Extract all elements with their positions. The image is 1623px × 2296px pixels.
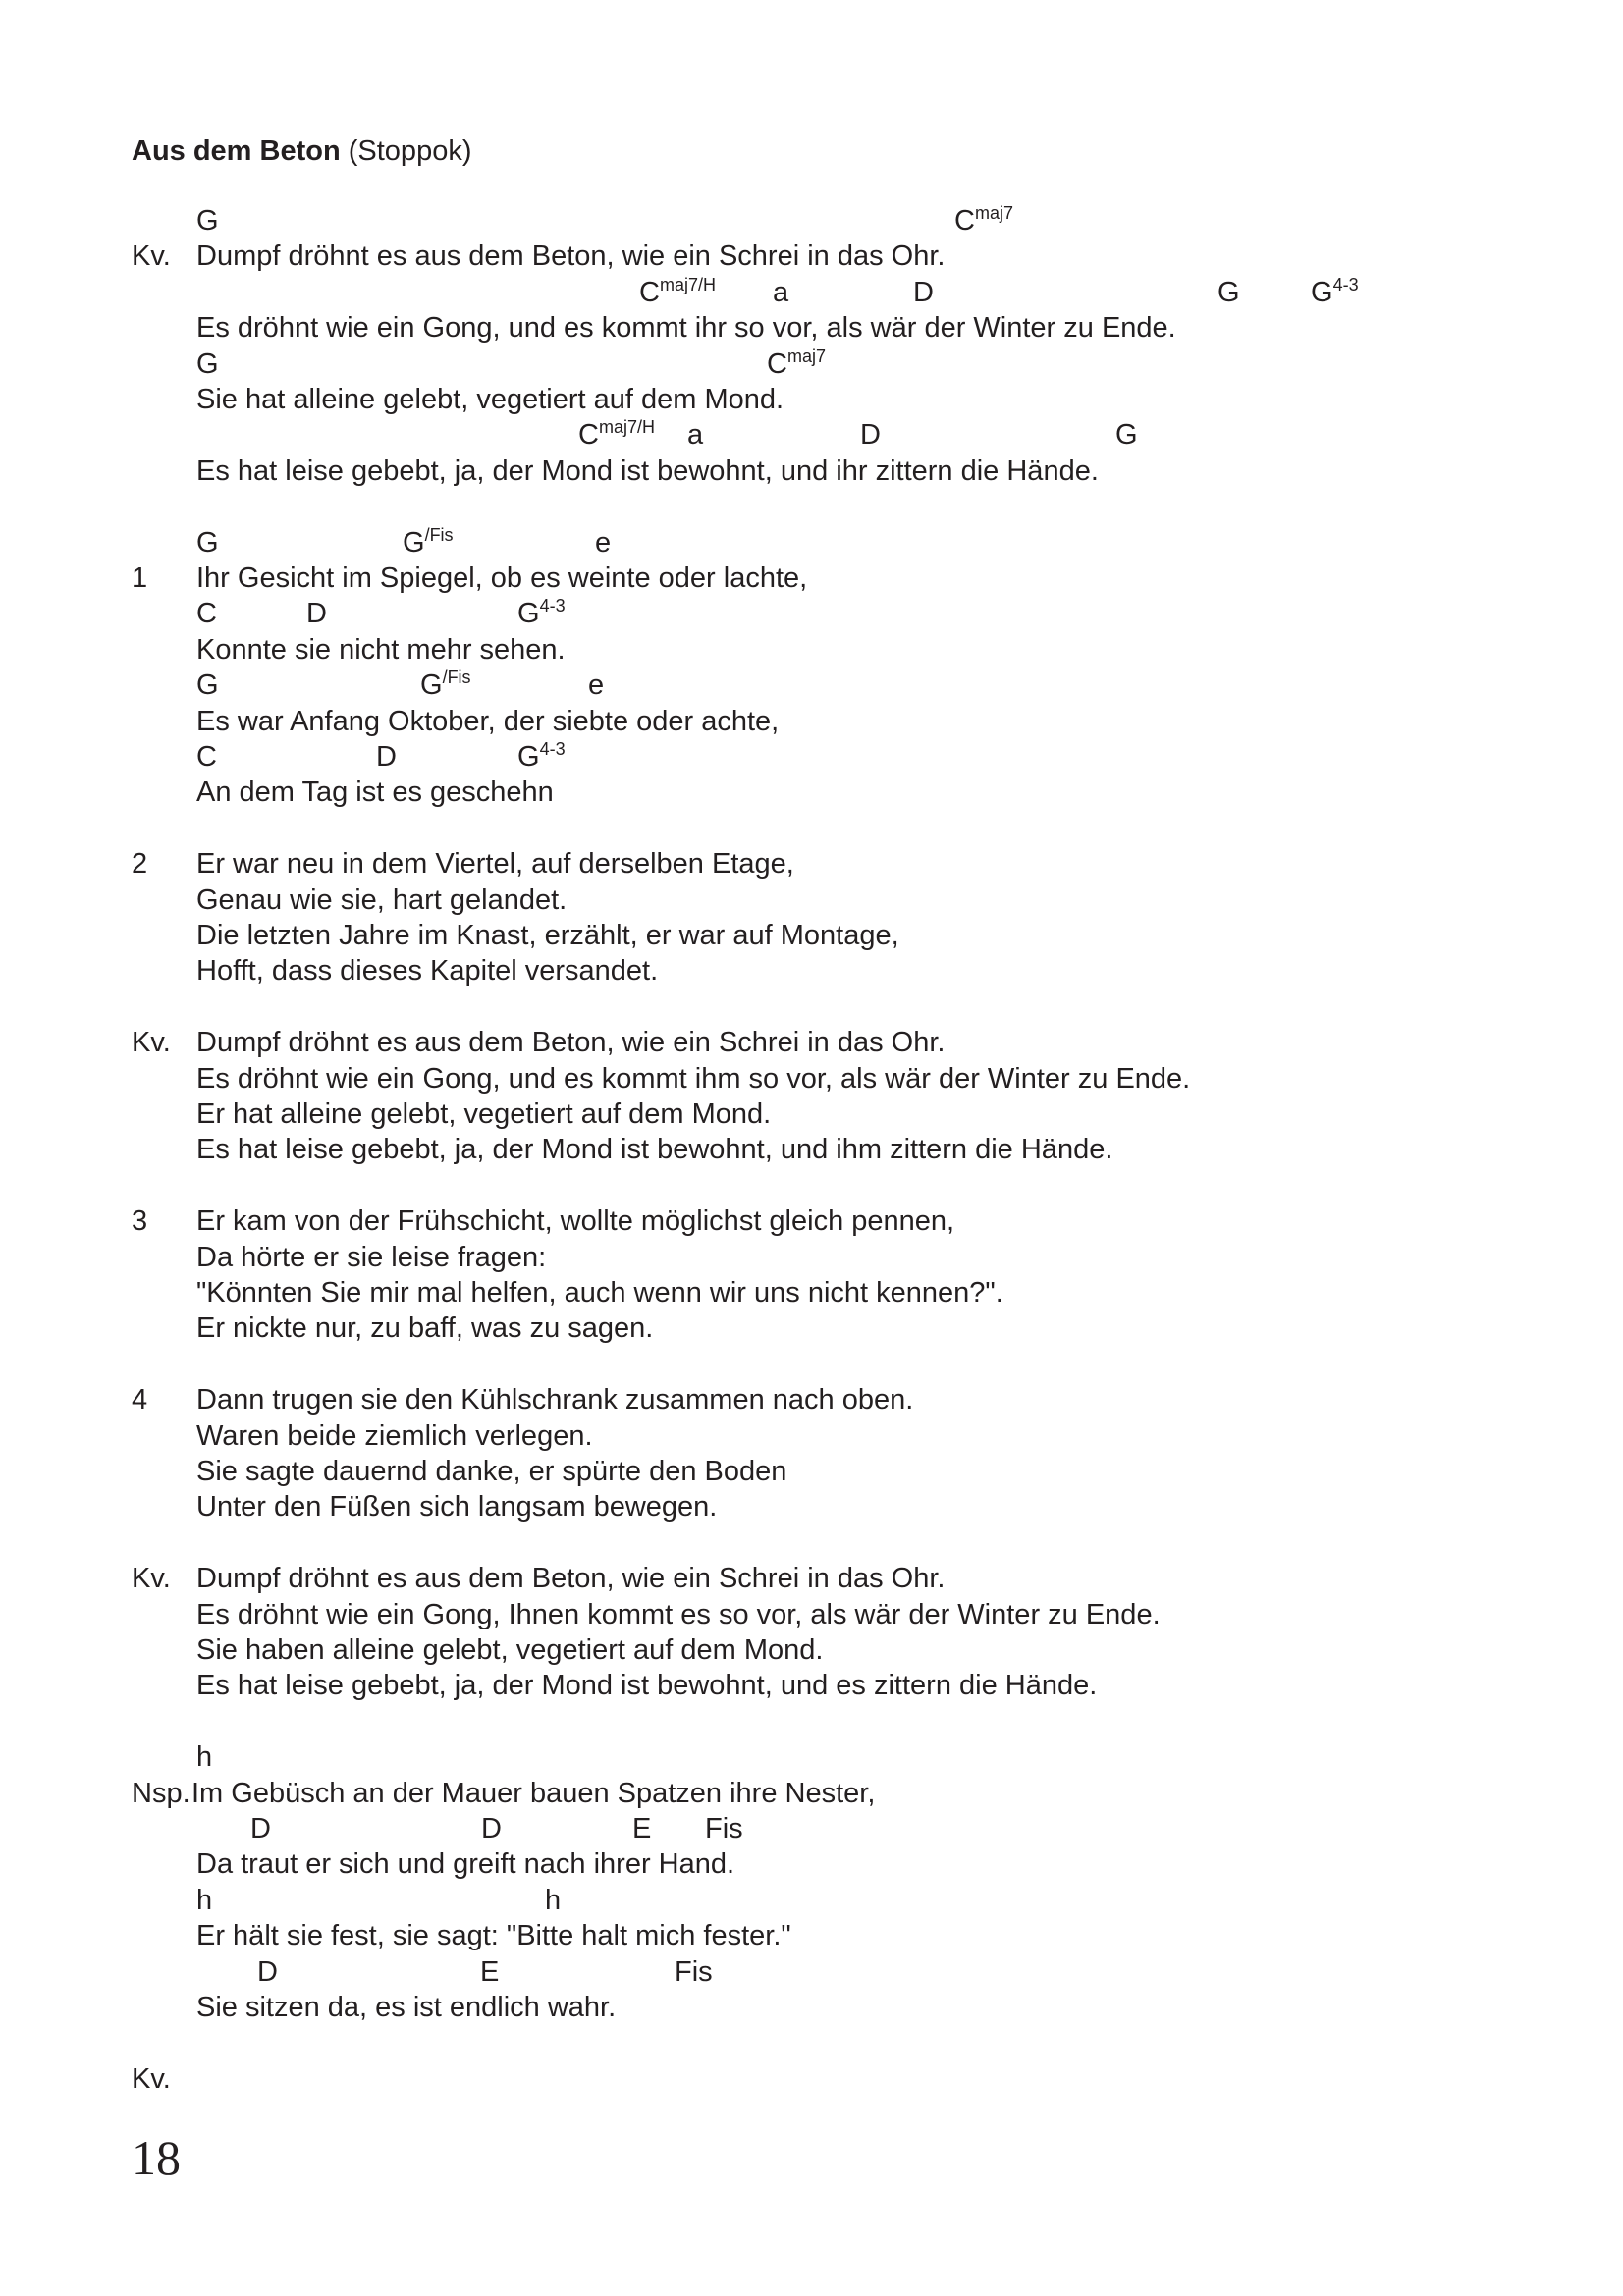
- chord: [1311, 276, 1359, 309]
- chord: [595, 526, 611, 560]
- chord: [545, 1884, 561, 1917]
- chord: [306, 597, 327, 630]
- lyric-text: Dumpf dröhnt es aus dem Beton, wie ein Schrei in das Ohr.: [196, 1027, 946, 1059]
- chord-root: C: [196, 598, 217, 630]
- lyric-text: Im Gebüsch an der Mauer bauen Spatzen ihre Nester,: [191, 1777, 876, 1809]
- chord-root: C: [767, 347, 787, 380]
- lyric-text: Er hat alleine gelebt, vegetiert auf dem Mond.: [196, 1098, 772, 1130]
- chord: [588, 668, 604, 702]
- chord-suffix: 4-3: [539, 739, 566, 759]
- lyric-text: "Könnten Sie mir mal helfen, auch wenn wir uns nicht kennen?".: [196, 1277, 1003, 1308]
- chord-root: G: [196, 347, 219, 380]
- lyric-text: Hofft, dass dieses Kapitel versandet.: [196, 955, 659, 988]
- section-label: 1: [132, 562, 148, 594]
- chord: [420, 668, 471, 702]
- chord: [480, 1955, 499, 1989]
- chord-root: G: [517, 741, 540, 773]
- chord: [196, 526, 219, 560]
- chord: [705, 1812, 743, 1845]
- chord: [767, 347, 826, 381]
- chord-root: C: [639, 276, 660, 308]
- chord-root: G: [420, 669, 443, 702]
- lyric-text: Da traut er sich und greift nach ihrer Hand.: [196, 1848, 735, 1881]
- chord-root: C: [196, 741, 217, 773]
- lyric-text: Er war neu in dem Viertel, auf derselben Etage,: [196, 848, 794, 881]
- lyric-text: Genau wie sie, hart gelandet.: [196, 883, 568, 916]
- lyric-text: Er kam von der Frühschicht, wollte möglichst gleich pennen,: [196, 1205, 955, 1238]
- chord-root: G: [196, 669, 219, 702]
- chord-root: D: [913, 276, 934, 308]
- lyric-text: Sie sitzen da, es ist endlich wahr.: [196, 1992, 617, 2023]
- chord-suffix: maj7: [786, 346, 826, 366]
- lyric-text: Dann trugen sie den Kühlschrank zusammen nach oben.: [196, 1384, 914, 1416]
- chord-root: G: [1217, 276, 1240, 308]
- lyric-text: Da hörte er sie leise fragen:: [196, 1241, 547, 1273]
- lyric-text: Es hat leise gebebt, ja, der Mond ist bewohnt, und ihm zittern die Hände.: [196, 1134, 1113, 1166]
- section-label: Kv.: [132, 240, 171, 273]
- lyric-text: Sie hat alleine gelebt, vegetiert auf dem Mond.: [196, 384, 784, 415]
- chord-root: a: [687, 419, 704, 452]
- lyric-text: Sie sagte dauernd danke, er spürte den Boden: [196, 1456, 787, 1487]
- chord-root: G: [196, 526, 219, 559]
- chord: [687, 418, 703, 452]
- chord-root: e: [595, 526, 612, 559]
- chord-root: Fis: [675, 1955, 713, 1988]
- chord-root: D: [306, 598, 327, 630]
- chord-root: h: [196, 1884, 213, 1916]
- song-title: Aus dem Beton: [132, 135, 341, 167]
- chord: [196, 668, 219, 702]
- lyric-text: Es hat leise gebebt, ja, der Mond ist bewohnt, und es zittern die Hände.: [196, 1670, 1098, 1702]
- chord: [250, 1812, 271, 1845]
- lyric-text: Es dröhnt wie ein Gong, und es kommt ihr so vor, als wär der Winter zu Ende.: [196, 312, 1176, 345]
- chord: [196, 1884, 212, 1917]
- lyric-text: Die letzten Jahre im Knast, erzählt, er war auf Montage,: [196, 920, 899, 951]
- chord-root: E: [480, 1955, 500, 1988]
- chord-root: G: [517, 598, 540, 630]
- chord: [196, 1740, 212, 1774]
- chord: [639, 276, 716, 309]
- chord-root: D: [860, 419, 881, 452]
- chord-root: G: [1311, 276, 1333, 308]
- chord: [196, 597, 217, 630]
- lyric-text: Es hat leise gebebt, ja, der Mond ist bewohnt, und ihr zittern die Hände.: [196, 454, 1099, 487]
- lyric-text: Sie haben alleine gelebt, vegetiert auf dem Mond.: [196, 1634, 824, 1666]
- chord-root: C: [578, 419, 599, 452]
- chord: [1217, 276, 1240, 309]
- chord-root: G: [196, 205, 219, 237]
- chord: [481, 1812, 502, 1845]
- chord-suffix: 4-3: [1332, 274, 1359, 294]
- chord-root: a: [773, 276, 789, 308]
- chord-root: G: [1115, 419, 1138, 452]
- section-label: Kv.: [132, 2062, 171, 2095]
- chord-root: D: [376, 741, 397, 773]
- lyric-text: Er nickte nur, zu baff, was zu sagen.: [196, 1312, 654, 1345]
- chord: [632, 1812, 651, 1845]
- section-label: 2: [132, 848, 148, 881]
- chord-suffix: /Fis: [442, 667, 471, 688]
- chord: [913, 276, 934, 309]
- page-number: 18: [132, 2130, 181, 2185]
- chord: [773, 276, 788, 309]
- song-title-line: [132, 134, 471, 168]
- chord: [517, 740, 566, 774]
- chord-suffix: maj7/H: [598, 417, 655, 438]
- chord: [675, 1955, 713, 1989]
- chord-suffix: maj7: [974, 203, 1013, 223]
- section-label: Kv.: [132, 1027, 171, 1059]
- chord: [196, 347, 219, 381]
- chord-root: E: [632, 1813, 652, 1844]
- chord: [860, 418, 881, 452]
- lyric-text: Es dröhnt wie ein Gong, und es kommt ihm so vor, als wär der Winter zu Ende.: [196, 1062, 1191, 1095]
- chord: [196, 204, 219, 238]
- chord: [517, 597, 566, 630]
- chord: [954, 204, 1013, 238]
- chord-root: G: [403, 526, 425, 559]
- song-artist: (Stoppok): [348, 135, 472, 167]
- chord-root: C: [954, 205, 975, 237]
- chord-suffix: /Fis: [424, 524, 454, 545]
- chord: [196, 740, 217, 774]
- section-label: Kv.: [132, 1563, 171, 1595]
- section-label: Nsp.: [132, 1777, 190, 1809]
- lyric-text: Dumpf dröhnt es aus dem Beton, wie ein Schrei in das Ohr.: [196, 1563, 946, 1595]
- lyric-text: Es dröhnt wie ein Gong, Ihnen kommt es so vor, als wär der Winter zu Ende.: [196, 1598, 1161, 1630]
- section-label: 3: [132, 1205, 148, 1238]
- chord: [1115, 418, 1138, 452]
- chord-suffix: 4-3: [539, 596, 566, 616]
- lyric-text: Konnte sie nicht mehr sehen.: [196, 633, 566, 666]
- chord: [403, 526, 454, 560]
- chord: [578, 418, 655, 452]
- chord-root: D: [250, 1813, 271, 1844]
- lyric-text: Unter den Füßen sich langsam bewegen.: [196, 1491, 718, 1523]
- lyric-text: Ihr Gesicht im Spiegel, ob es weinte oder lachte,: [196, 562, 808, 594]
- lyric-text: Dumpf dröhnt es aus dem Beton, wie ein Schrei in das Ohr.: [196, 240, 946, 273]
- lyric-text: Es war Anfang Oktober, der siebte oder achte,: [196, 705, 780, 737]
- section-label: 4: [132, 1384, 148, 1416]
- chord: [376, 740, 397, 774]
- lyric-text: Er hält sie fest, sie sagt: "Bitte halt mich fester.": [196, 1920, 791, 1952]
- lyric-text: An dem Tag ist es geschehn: [196, 776, 554, 809]
- lyric-text: Waren beide ziemlich verlegen.: [196, 1419, 593, 1452]
- chord: [257, 1955, 278, 1989]
- chord-root: Fis: [705, 1813, 743, 1844]
- chord-root: D: [257, 1955, 278, 1988]
- chord-root: D: [481, 1813, 502, 1844]
- chord-suffix: maj7/H: [659, 274, 716, 294]
- chord-root: h: [545, 1884, 562, 1916]
- chord-root: e: [588, 669, 605, 702]
- chord-root: h: [196, 1741, 213, 1774]
